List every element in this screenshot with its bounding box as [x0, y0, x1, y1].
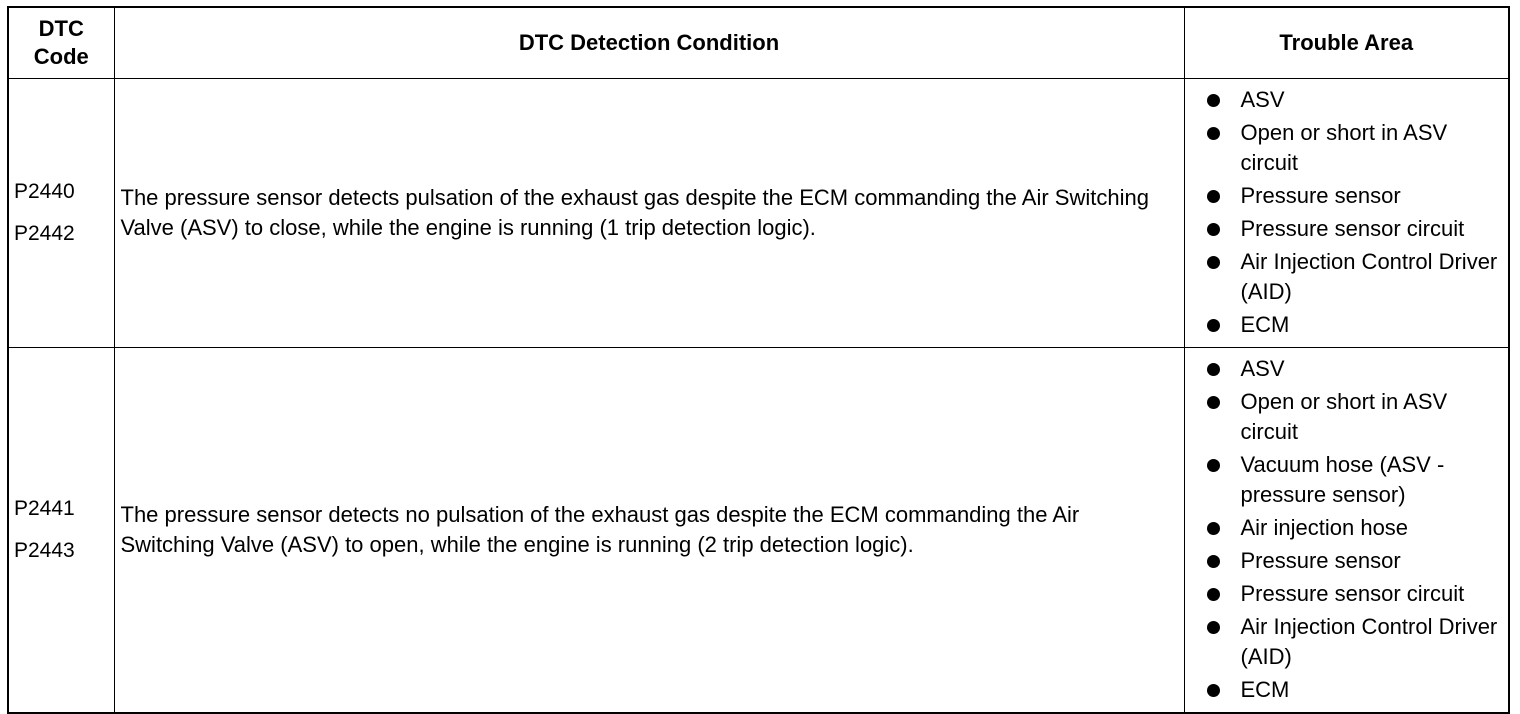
- dtc-code-cell: [8, 78, 114, 347]
- list-item: [1207, 546, 1505, 576]
- dtc-code: P2442: [14, 221, 75, 245]
- bullet-icon: [1207, 256, 1220, 269]
- bullet-icon: [1207, 684, 1220, 697]
- list-item: [1207, 675, 1505, 705]
- dtc-code: P2443: [14, 538, 75, 562]
- list-item: [1207, 513, 1505, 543]
- trouble-area-text: Air injection hose: [1240, 514, 1409, 540]
- trouble-area-text: Vacuum hose (ASV - pressure sensor): [1240, 451, 1445, 507]
- trouble-area-list: [1207, 354, 1505, 705]
- bullet-icon: [1207, 555, 1220, 568]
- dtc-code: P2441: [14, 496, 75, 520]
- header-detection-condition: DTC Detection Condition: [114, 7, 1184, 78]
- trouble-area-text: Open or short in ASV circuit: [1240, 119, 1448, 175]
- bullet-icon: [1207, 94, 1220, 107]
- trouble-area-text: ASV: [1240, 86, 1285, 112]
- bullet-icon: [1207, 190, 1220, 203]
- list-item: [1207, 387, 1505, 447]
- trouble-area-text: ECM: [1240, 311, 1290, 337]
- trouble-area-cell: [1184, 347, 1509, 713]
- list-item: [1207, 354, 1505, 384]
- dtc-table: [7, 6, 1510, 714]
- header-dtc-code: [8, 7, 114, 78]
- trouble-area-text: Pressure sensor circuit: [1240, 215, 1465, 241]
- detection-condition: The pressure sensor detects no pulsation of the exhaust gas despite the ECM commanding the Air Switching Valve (ASV) to open, while the engine is running (2 trip detection logic).: [114, 347, 1184, 713]
- bullet-icon: [1207, 588, 1220, 601]
- bullet-icon: [1207, 459, 1220, 472]
- trouble-area-text: Pressure sensor circuit: [1240, 580, 1465, 606]
- trouble-area-list: [1207, 85, 1505, 340]
- bullet-icon: [1207, 223, 1220, 236]
- bullet-icon: [1207, 127, 1220, 140]
- header-dtc-code-line1: DTC: [38, 15, 84, 41]
- list-item: [1207, 181, 1505, 211]
- table-row: [8, 78, 1509, 347]
- trouble-area-text: Open or short in ASV circuit: [1240, 388, 1448, 444]
- list-item: [1207, 612, 1505, 672]
- trouble-area-text: Pressure sensor: [1240, 547, 1401, 573]
- trouble-area-text: ECM: [1240, 676, 1290, 702]
- header-row: [8, 7, 1509, 78]
- table-row: [8, 347, 1509, 713]
- list-item: [1207, 214, 1505, 244]
- list-item: [1207, 450, 1505, 510]
- trouble-area-text: Air Injection Control Driver (AID): [1240, 613, 1498, 669]
- header-dtc-code-line2: Code: [33, 43, 89, 69]
- list-item: [1207, 310, 1505, 340]
- trouble-area-cell: [1184, 78, 1509, 347]
- header-trouble-area: Trouble Area: [1184, 7, 1509, 78]
- bullet-icon: [1207, 363, 1220, 376]
- bullet-icon: [1207, 319, 1220, 332]
- list-item: [1207, 118, 1505, 178]
- bullet-icon: [1207, 396, 1220, 409]
- list-item: [1207, 85, 1505, 115]
- trouble-area-text: ASV: [1240, 355, 1285, 381]
- bullet-icon: [1207, 522, 1220, 535]
- list-item: [1207, 247, 1505, 307]
- detection-condition: The pressure sensor detects pulsation of the exhaust gas despite the ECM commanding the Air Switching Valve (ASV) to close, while the engine is running (1 trip detection logic).: [114, 78, 1184, 347]
- dtc-code: P2440: [14, 179, 75, 203]
- trouble-area-text: Pressure sensor: [1240, 182, 1401, 208]
- list-item: [1207, 579, 1505, 609]
- trouble-area-text: Air Injection Control Driver (AID): [1240, 248, 1498, 304]
- dtc-code-cell: [8, 347, 114, 713]
- bullet-icon: [1207, 621, 1220, 634]
